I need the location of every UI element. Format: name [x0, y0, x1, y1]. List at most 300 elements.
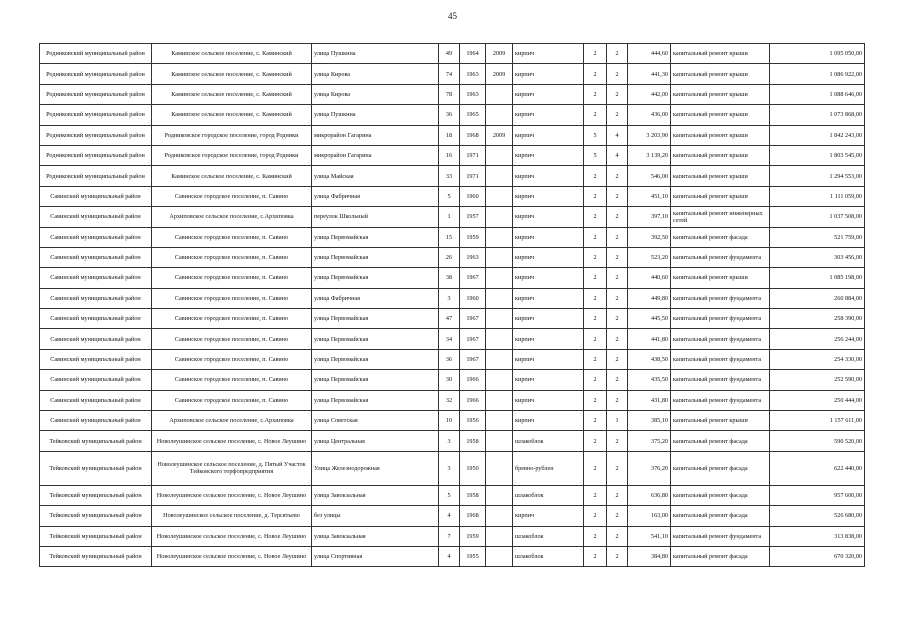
- floors-cell: 2: [584, 526, 607, 546]
- wall-material-cell: кирпич: [513, 329, 584, 349]
- table-row: [40, 84, 865, 104]
- house-number-cell: 26: [439, 247, 460, 267]
- street-cell: Улица Железнодорожная: [312, 451, 439, 485]
- district-cell: Савинский муниципальный район: [40, 309, 152, 329]
- work-type-cell: капитальный ремонт фасада: [671, 227, 770, 247]
- build-year-cell: 1964: [460, 44, 486, 64]
- house-number-cell: 4: [439, 506, 460, 526]
- repair-year-cell: 2009: [486, 44, 513, 64]
- settlement-cell: Савинское городское поселение, п. Савино: [152, 268, 312, 288]
- district-cell: Тейковский муниципальный район: [40, 485, 152, 505]
- table-row: [40, 349, 865, 369]
- repair-year-cell: [486, 166, 513, 186]
- floors-cell: 2: [584, 166, 607, 186]
- table-row: [40, 44, 865, 64]
- build-year-cell: 1967: [460, 309, 486, 329]
- repair-year-cell: [486, 451, 513, 485]
- cost-cell: 1 294 553,00: [770, 166, 865, 186]
- repair-year-cell: [486, 546, 513, 566]
- house-number-cell: 4: [439, 546, 460, 566]
- table-row: [40, 145, 865, 165]
- area-cell: 3 203,90: [628, 125, 671, 145]
- street-cell: улица Первомайская: [312, 268, 439, 288]
- repair-year-cell: [486, 105, 513, 125]
- floors-cell: 5: [584, 145, 607, 165]
- district-cell: Родниковский муниципальный район: [40, 125, 152, 145]
- cost-cell: 1 037 508,00: [770, 207, 865, 227]
- work-type-cell: капитальный ремонт фундамента: [671, 329, 770, 349]
- settlement-cell: Каминское сельское поселение, с. Каминский: [152, 64, 312, 84]
- area-cell: 451,10: [628, 186, 671, 206]
- settlement-cell: Савинское городское поселение, п. Савино: [152, 349, 312, 369]
- floors-cell: 2: [584, 411, 607, 431]
- table-row: [40, 485, 865, 505]
- wall-material-cell: шлакоблок: [513, 546, 584, 566]
- house-number-cell: 5: [439, 485, 460, 505]
- table-row: [40, 288, 865, 308]
- build-year-cell: 1966: [460, 370, 486, 390]
- entrances-cell: 2: [607, 329, 628, 349]
- street-cell: улица Первомайская: [312, 370, 439, 390]
- floors-cell: 2: [584, 329, 607, 349]
- table-row: [40, 309, 865, 329]
- district-cell: Савинский муниципальный район: [40, 186, 152, 206]
- cost-cell: 313 838,00: [770, 526, 865, 546]
- district-cell: Родниковский муниципальный район: [40, 145, 152, 165]
- build-year-cell: 1958: [460, 431, 486, 451]
- build-year-cell: 1963: [460, 64, 486, 84]
- district-cell: Родниковский муниципальный район: [40, 44, 152, 64]
- district-cell: Савинский муниципальный район: [40, 288, 152, 308]
- district-cell: Савинский муниципальный район: [40, 247, 152, 267]
- work-type-cell: капитальный ремонт крыши: [671, 105, 770, 125]
- repair-year-cell: [486, 506, 513, 526]
- build-year-cell: 1966: [460, 390, 486, 410]
- entrances-cell: 2: [607, 64, 628, 84]
- work-type-cell: капитальный ремонт крыши: [671, 44, 770, 64]
- area-cell: 541,10: [628, 526, 671, 546]
- wall-material-cell: кирпич: [513, 390, 584, 410]
- district-cell: Савинский муниципальный район: [40, 207, 152, 227]
- cost-cell: 1 842 243,00: [770, 125, 865, 145]
- entrances-cell: 2: [607, 186, 628, 206]
- cost-cell: 670 320,00: [770, 546, 865, 566]
- area-cell: 444,60: [628, 44, 671, 64]
- street-cell: улица Кирова: [312, 84, 439, 104]
- area-cell: 441,30: [628, 64, 671, 84]
- entrances-cell: 2: [607, 349, 628, 369]
- table-body: [40, 44, 865, 567]
- table-row: [40, 207, 865, 227]
- build-year-cell: 1967: [460, 349, 486, 369]
- floors-cell: 2: [584, 84, 607, 104]
- street-cell: улица Фабричная: [312, 288, 439, 308]
- settlement-cell: Савинское городское поселение, п. Савино: [152, 288, 312, 308]
- cost-cell: 1 803 545,00: [770, 145, 865, 165]
- house-number-cell: 16: [439, 145, 460, 165]
- work-type-cell: капитальный ремонт крыши: [671, 145, 770, 165]
- repair-year-cell: [486, 288, 513, 308]
- settlement-cell: Новолеушинское сельское поселение, с. Новое Леушино: [152, 546, 312, 566]
- floors-cell: 2: [584, 186, 607, 206]
- street-cell: улица Спортивная: [312, 546, 439, 566]
- build-year-cell: 1958: [460, 485, 486, 505]
- house-number-cell: 3: [439, 288, 460, 308]
- build-year-cell: 1963: [460, 84, 486, 104]
- repair-year-cell: [486, 145, 513, 165]
- wall-material-cell: шлакоблок: [513, 526, 584, 546]
- floors-cell: 2: [584, 431, 607, 451]
- district-cell: Родниковский муниципальный район: [40, 166, 152, 186]
- settlement-cell: Архиповское сельское поселение, с.Архиповка: [152, 207, 312, 227]
- floors-cell: 2: [584, 105, 607, 125]
- street-cell: улица Кирова: [312, 64, 439, 84]
- wall-material-cell: кирпич: [513, 247, 584, 267]
- entrances-cell: 2: [607, 247, 628, 267]
- cost-cell: 1 086 922,00: [770, 64, 865, 84]
- build-year-cell: 1950: [460, 451, 486, 485]
- entrances-cell: 2: [607, 105, 628, 125]
- entrances-cell: 2: [607, 288, 628, 308]
- floors-cell: 2: [584, 227, 607, 247]
- house-number-cell: 36: [439, 105, 460, 125]
- table-row: [40, 431, 865, 451]
- table-row: [40, 329, 865, 349]
- cost-cell: 260 884,00: [770, 288, 865, 308]
- street-cell: улица Майская: [312, 166, 439, 186]
- wall-material-cell: кирпич: [513, 186, 584, 206]
- settlement-cell: Савинское городское поселение, п. Савино: [152, 186, 312, 206]
- cost-cell: 1 095 050,00: [770, 44, 865, 64]
- work-type-cell: капитальный ремонт инженерных сетей: [671, 207, 770, 227]
- settlement-cell: Савинское городское поселение, п. Савино: [152, 227, 312, 247]
- wall-material-cell: кирпич: [513, 64, 584, 84]
- table-row: [40, 506, 865, 526]
- table-row: [40, 186, 865, 206]
- build-year-cell: 1971: [460, 166, 486, 186]
- build-year-cell: 1968: [460, 506, 486, 526]
- wall-material-cell: кирпич: [513, 84, 584, 104]
- entrances-cell: 2: [607, 44, 628, 64]
- street-cell: улица Завокзальная: [312, 485, 439, 505]
- table-row: [40, 390, 865, 410]
- build-year-cell: 1957: [460, 207, 486, 227]
- street-cell: улица Пушкина: [312, 44, 439, 64]
- work-type-cell: капитальный ремонт фундамента: [671, 390, 770, 410]
- area-cell: 449,80: [628, 288, 671, 308]
- house-number-cell: 47: [439, 309, 460, 329]
- floors-cell: 2: [584, 485, 607, 505]
- settlement-cell: Савинское городское поселение, п. Савино: [152, 390, 312, 410]
- wall-material-cell: бревно-рублен: [513, 451, 584, 485]
- floors-cell: 2: [584, 390, 607, 410]
- work-type-cell: капитальный ремонт фундамента: [671, 370, 770, 390]
- area-cell: 392,50: [628, 227, 671, 247]
- cost-cell: 256 244,00: [770, 329, 865, 349]
- cost-cell: 622 440,00: [770, 451, 865, 485]
- street-cell: улица Фабричная: [312, 186, 439, 206]
- work-type-cell: капитальный ремонт крыши: [671, 166, 770, 186]
- build-year-cell: 1959: [460, 526, 486, 546]
- build-year-cell: 1965: [460, 105, 486, 125]
- wall-material-cell: кирпич: [513, 125, 584, 145]
- house-number-cell: 15: [439, 227, 460, 247]
- cost-cell: 521 759,00: [770, 227, 865, 247]
- floors-cell: 2: [584, 506, 607, 526]
- district-cell: Савинский муниципальный район: [40, 349, 152, 369]
- area-cell: 636,80: [628, 485, 671, 505]
- house-number-cell: 3: [439, 451, 460, 485]
- table-row: [40, 268, 865, 288]
- cost-cell: 303 456,00: [770, 247, 865, 267]
- work-type-cell: капитальный ремонт крыши: [671, 268, 770, 288]
- entrances-cell: 2: [607, 485, 628, 505]
- house-number-cell: 30: [439, 370, 460, 390]
- district-cell: Тейковский муниципальный район: [40, 431, 152, 451]
- entrances-cell: 2: [607, 268, 628, 288]
- floors-cell: 2: [584, 268, 607, 288]
- page-number: 45: [448, 11, 457, 21]
- area-cell: 523,20: [628, 247, 671, 267]
- house-number-cell: 32: [439, 390, 460, 410]
- wall-material-cell: кирпич: [513, 44, 584, 64]
- area-cell: 546,00: [628, 166, 671, 186]
- area-cell: 438,50: [628, 349, 671, 369]
- entrances-cell: 2: [607, 390, 628, 410]
- cost-cell: 1 085 198,00: [770, 268, 865, 288]
- build-year-cell: 1955: [460, 546, 486, 566]
- build-year-cell: 1967: [460, 329, 486, 349]
- house-number-cell: 10: [439, 411, 460, 431]
- work-type-cell: капитальный ремонт фасада: [671, 485, 770, 505]
- wall-material-cell: кирпич: [513, 145, 584, 165]
- work-type-cell: капитальный ремонт фасада: [671, 431, 770, 451]
- street-cell: улица Первомайская: [312, 227, 439, 247]
- wall-material-cell: кирпич: [513, 309, 584, 329]
- street-cell: улица Первомайская: [312, 329, 439, 349]
- repair-year-cell: 2009: [486, 125, 513, 145]
- table-row: [40, 370, 865, 390]
- table-row: [40, 166, 865, 186]
- table-row: [40, 125, 865, 145]
- area-cell: 397,10: [628, 207, 671, 227]
- repair-year-cell: 2009: [486, 64, 513, 84]
- wall-material-cell: кирпич: [513, 268, 584, 288]
- house-number-cell: 34: [439, 329, 460, 349]
- work-type-cell: капитальный ремонт крыши: [671, 125, 770, 145]
- entrances-cell: 2: [607, 227, 628, 247]
- cost-cell: 252 590,00: [770, 370, 865, 390]
- settlement-cell: Савинское городское поселение, п. Савино: [152, 329, 312, 349]
- settlement-cell: Новолеушинское сельское поселение, с. Новое Леушино: [152, 431, 312, 451]
- street-cell: улица Первомайская: [312, 247, 439, 267]
- table-row: [40, 227, 865, 247]
- floors-cell: 2: [584, 349, 607, 369]
- area-cell: 385,10: [628, 411, 671, 431]
- house-number-cell: 49: [439, 44, 460, 64]
- street-cell: улица Пушкина: [312, 105, 439, 125]
- floors-cell: 2: [584, 451, 607, 485]
- repair-year-cell: [486, 247, 513, 267]
- wall-material-cell: кирпич: [513, 288, 584, 308]
- build-year-cell: 1956: [460, 411, 486, 431]
- house-number-cell: 1: [439, 207, 460, 227]
- floors-cell: 2: [584, 64, 607, 84]
- house-number-cell: 3: [439, 431, 460, 451]
- area-cell: 384,80: [628, 546, 671, 566]
- area-cell: 431,80: [628, 390, 671, 410]
- district-cell: Савинский муниципальный район: [40, 329, 152, 349]
- work-type-cell: капитальный ремонт крыши: [671, 411, 770, 431]
- area-cell: 436,00: [628, 105, 671, 125]
- floors-cell: 2: [584, 44, 607, 64]
- area-cell: 442,00: [628, 84, 671, 104]
- repair-year-cell: [486, 207, 513, 227]
- repair-year-cell: [486, 329, 513, 349]
- settlement-cell: Новолеушинское сельское поселение, д. Пятый Участок Тейковского торфопредприятия: [152, 451, 312, 485]
- entrances-cell: 2: [607, 451, 628, 485]
- district-cell: Тейковский муниципальный район: [40, 546, 152, 566]
- work-type-cell: капитальный ремонт фасада: [671, 451, 770, 485]
- settlement-cell: Савинское городское поселение, п. Савино: [152, 370, 312, 390]
- entrances-cell: 2: [607, 431, 628, 451]
- cost-cell: 1 111 059,00: [770, 186, 865, 206]
- repair-year-cell: [486, 485, 513, 505]
- cost-cell: 258 390,00: [770, 309, 865, 329]
- settlement-cell: Каминское сельское поселение, с. Каминский: [152, 166, 312, 186]
- repair-year-cell: [486, 526, 513, 546]
- floors-cell: 2: [584, 247, 607, 267]
- house-number-cell: 33: [439, 166, 460, 186]
- wall-material-cell: кирпич: [513, 105, 584, 125]
- entrances-cell: 2: [607, 84, 628, 104]
- area-cell: 441,80: [628, 329, 671, 349]
- area-cell: 163,00: [628, 506, 671, 526]
- table-row: [40, 411, 865, 431]
- work-type-cell: капитальный ремонт фундамента: [671, 288, 770, 308]
- district-cell: Савинский муниципальный район: [40, 390, 152, 410]
- entrances-cell: 2: [607, 546, 628, 566]
- cost-cell: 1 088 646,00: [770, 84, 865, 104]
- entrances-cell: 4: [607, 125, 628, 145]
- table-row: [40, 526, 865, 546]
- settlement-cell: Новолеушинское сельское поселение, с. Новое Леушино: [152, 485, 312, 505]
- repair-year-cell: [486, 227, 513, 247]
- settlement-cell: Каминское сельское поселение, с. Каминский: [152, 44, 312, 64]
- area-cell: 445,50: [628, 309, 671, 329]
- build-year-cell: 1959: [460, 227, 486, 247]
- wall-material-cell: шлакоблок: [513, 485, 584, 505]
- wall-material-cell: шлакоблок: [513, 431, 584, 451]
- street-cell: улица Советская: [312, 411, 439, 431]
- district-cell: Тейковский муниципальный район: [40, 506, 152, 526]
- settlement-cell: Новолеушинское сельское поселение, д. Терсятьево: [152, 506, 312, 526]
- work-type-cell: капитальный ремонт крыши: [671, 186, 770, 206]
- settlement-cell: Родниковское городское поселение, город Родники: [152, 125, 312, 145]
- work-type-cell: капитальный ремонт фундамента: [671, 349, 770, 369]
- house-number-cell: 7: [439, 526, 460, 546]
- floors-cell: 2: [584, 370, 607, 390]
- street-cell: улица Первомайская: [312, 390, 439, 410]
- table-row: [40, 546, 865, 566]
- repair-year-cell: [486, 431, 513, 451]
- wall-material-cell: кирпич: [513, 166, 584, 186]
- floors-cell: 2: [584, 309, 607, 329]
- build-year-cell: 1971: [460, 145, 486, 165]
- table-row: [40, 451, 865, 485]
- house-number-cell: 78: [439, 84, 460, 104]
- repair-year-cell: [486, 349, 513, 369]
- table-row: [40, 64, 865, 84]
- repair-year-cell: [486, 390, 513, 410]
- entrances-cell: 4: [607, 145, 628, 165]
- cost-cell: 957 600,00: [770, 485, 865, 505]
- build-year-cell: 1967: [460, 268, 486, 288]
- work-type-cell: капитальный ремонт фундамента: [671, 526, 770, 546]
- settlement-cell: Каминское сельское поселение, с. Каминский: [152, 84, 312, 104]
- street-cell: микрорайон Гагарина: [312, 125, 439, 145]
- house-number-cell: 18: [439, 125, 460, 145]
- area-cell: 440,60: [628, 268, 671, 288]
- district-cell: Савинский муниципальный район: [40, 227, 152, 247]
- entrances-cell: 2: [607, 526, 628, 546]
- area-cell: 435,50: [628, 370, 671, 390]
- entrances-cell: 2: [607, 309, 628, 329]
- district-cell: Тейковский муниципальный район: [40, 526, 152, 546]
- cost-cell: 1 157 611,00: [770, 411, 865, 431]
- work-type-cell: капитальный ремонт фасада: [671, 546, 770, 566]
- district-cell: Родниковский муниципальный район: [40, 84, 152, 104]
- table-row: [40, 105, 865, 125]
- wall-material-cell: кирпич: [513, 207, 584, 227]
- street-cell: без улицы: [312, 506, 439, 526]
- settlement-cell: Архиповское сельское поселение, с.Архиповка: [152, 411, 312, 431]
- street-cell: улица Первомайская: [312, 309, 439, 329]
- district-cell: Савинский муниципальный район: [40, 370, 152, 390]
- area-cell: 375,20: [628, 431, 671, 451]
- work-type-cell: капитальный ремонт фундамента: [671, 309, 770, 329]
- street-cell: улица Завокзальная: [312, 526, 439, 546]
- wall-material-cell: кирпич: [513, 370, 584, 390]
- settlement-cell: Савинское городское поселение, п. Савино: [152, 309, 312, 329]
- build-year-cell: 1960: [460, 288, 486, 308]
- repair-year-cell: [486, 268, 513, 288]
- work-type-cell: капитальный ремонт фасада: [671, 506, 770, 526]
- floors-cell: 2: [584, 288, 607, 308]
- street-cell: улица Первомайская: [312, 349, 439, 369]
- house-number-cell: 5: [439, 186, 460, 206]
- wall-material-cell: кирпич: [513, 506, 584, 526]
- cost-cell: 590 520,00: [770, 431, 865, 451]
- repair-year-cell: [486, 84, 513, 104]
- settlement-cell: Савинское городское поселение, п. Савино: [152, 247, 312, 267]
- wall-material-cell: кирпич: [513, 349, 584, 369]
- entrances-cell: 2: [607, 166, 628, 186]
- build-year-cell: 1968: [460, 125, 486, 145]
- floors-cell: 2: [584, 207, 607, 227]
- house-number-cell: 36: [439, 349, 460, 369]
- district-cell: Савинский муниципальный район: [40, 268, 152, 288]
- street-cell: микрорайон Гагарина: [312, 145, 439, 165]
- work-type-cell: капитальный ремонт фундамента: [671, 247, 770, 267]
- work-type-cell: капитальный ремонт крыши: [671, 64, 770, 84]
- area-cell: 3 139,20: [628, 145, 671, 165]
- cost-cell: 1 073 868,00: [770, 105, 865, 125]
- district-cell: Родниковский муниципальный район: [40, 64, 152, 84]
- house-number-cell: 74: [439, 64, 460, 84]
- repair-year-cell: [486, 309, 513, 329]
- build-year-cell: 1960: [460, 186, 486, 206]
